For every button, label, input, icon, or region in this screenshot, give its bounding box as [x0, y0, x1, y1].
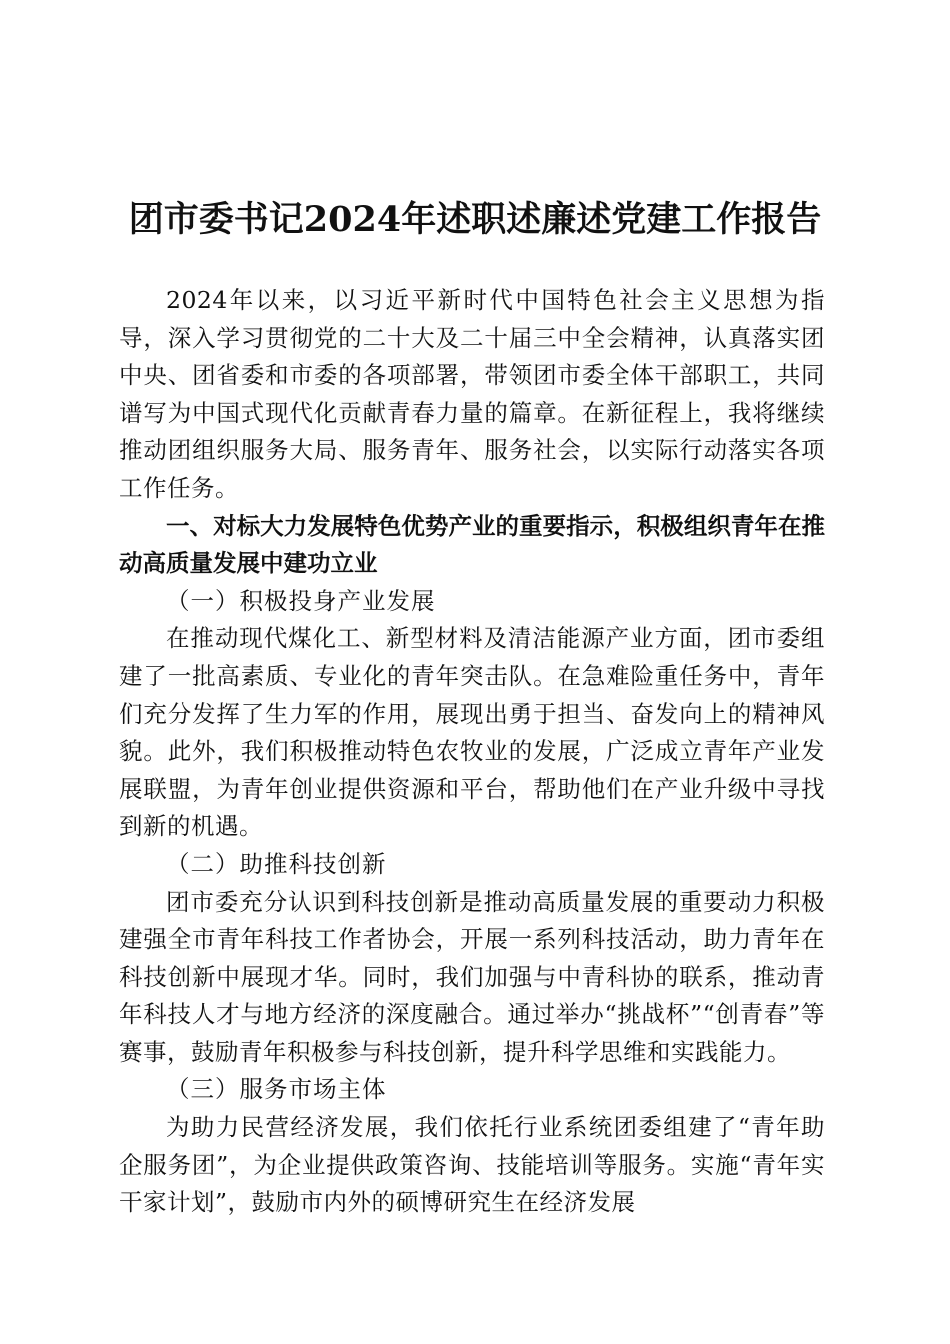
section-heading: 一、对标大力发展特色优势产业的重要指示，积极组织青年在推动高质量发展中建功立业: [119, 511, 825, 578]
subsection-heading-3: （三）服务市场主体: [166, 1075, 387, 1104]
subsection-heading-2: （二）助推科技创新: [166, 849, 387, 878]
subsection-paragraph-3: 为助力民营经济发展，我们依托行业系统团委组建了“青年助企服务团”，为企业提供政策咨询、技能培训等服务。实施“青年实干家计划”，鼓励市内外的硕博研究生在经济发展: [119, 1113, 825, 1217]
document-title: 团市委书记2024年述职述廉述党建工作报告: [128, 199, 822, 240]
subsection-paragraph-1: 在推动现代煤化工、新型材料及清洁能源产业方面，团市委组建了一批高素质、专业化的青年突击队。在急难险重任务中，青年们充分发挥了生力军的作用，展现出勇于担当、奋发向上的精神风貌。此外，我们积极推动特色农牧业的发展，广泛成立青年产业发展联盟，为青年创业提供资源和平台，帮助他们在产业升级中寻找到新的机遇。: [119, 624, 825, 841]
subsection-heading-1: （一）积极投身产业发展: [166, 586, 436, 615]
document-body: [119, 282, 825, 1222]
subsection-paragraph-2: 团市委充分认识到科技创新是推动高质量发展的重要动力积极建强全市青年科技工作者协会，开展一系列科技活动，助力青年在科技创新中展现才华。同时，我们加强与中青科协的联系，推动青年科技人才与地方经济的深度融合。通过举办“挑战杯”“创青春”等赛事，鼓励青年积极参与科技创新，提升科学思维和实践能力。: [119, 887, 825, 1066]
intro-paragraph: 2024年以来，以习近平新时代中国特色社会主义思想为指导，深入学习贯彻党的二十大及二十届三中全会精神，认真落实团中央、团省委和市委的各项部署，带领团市委全体干部职工，共同谱写为中国式现代化贡献青春力量的篇章。在新征程上，我将继续推动团组织服务大局、服务青年、服务社会，以实际行动落实各项工作任务。: [119, 286, 825, 502]
